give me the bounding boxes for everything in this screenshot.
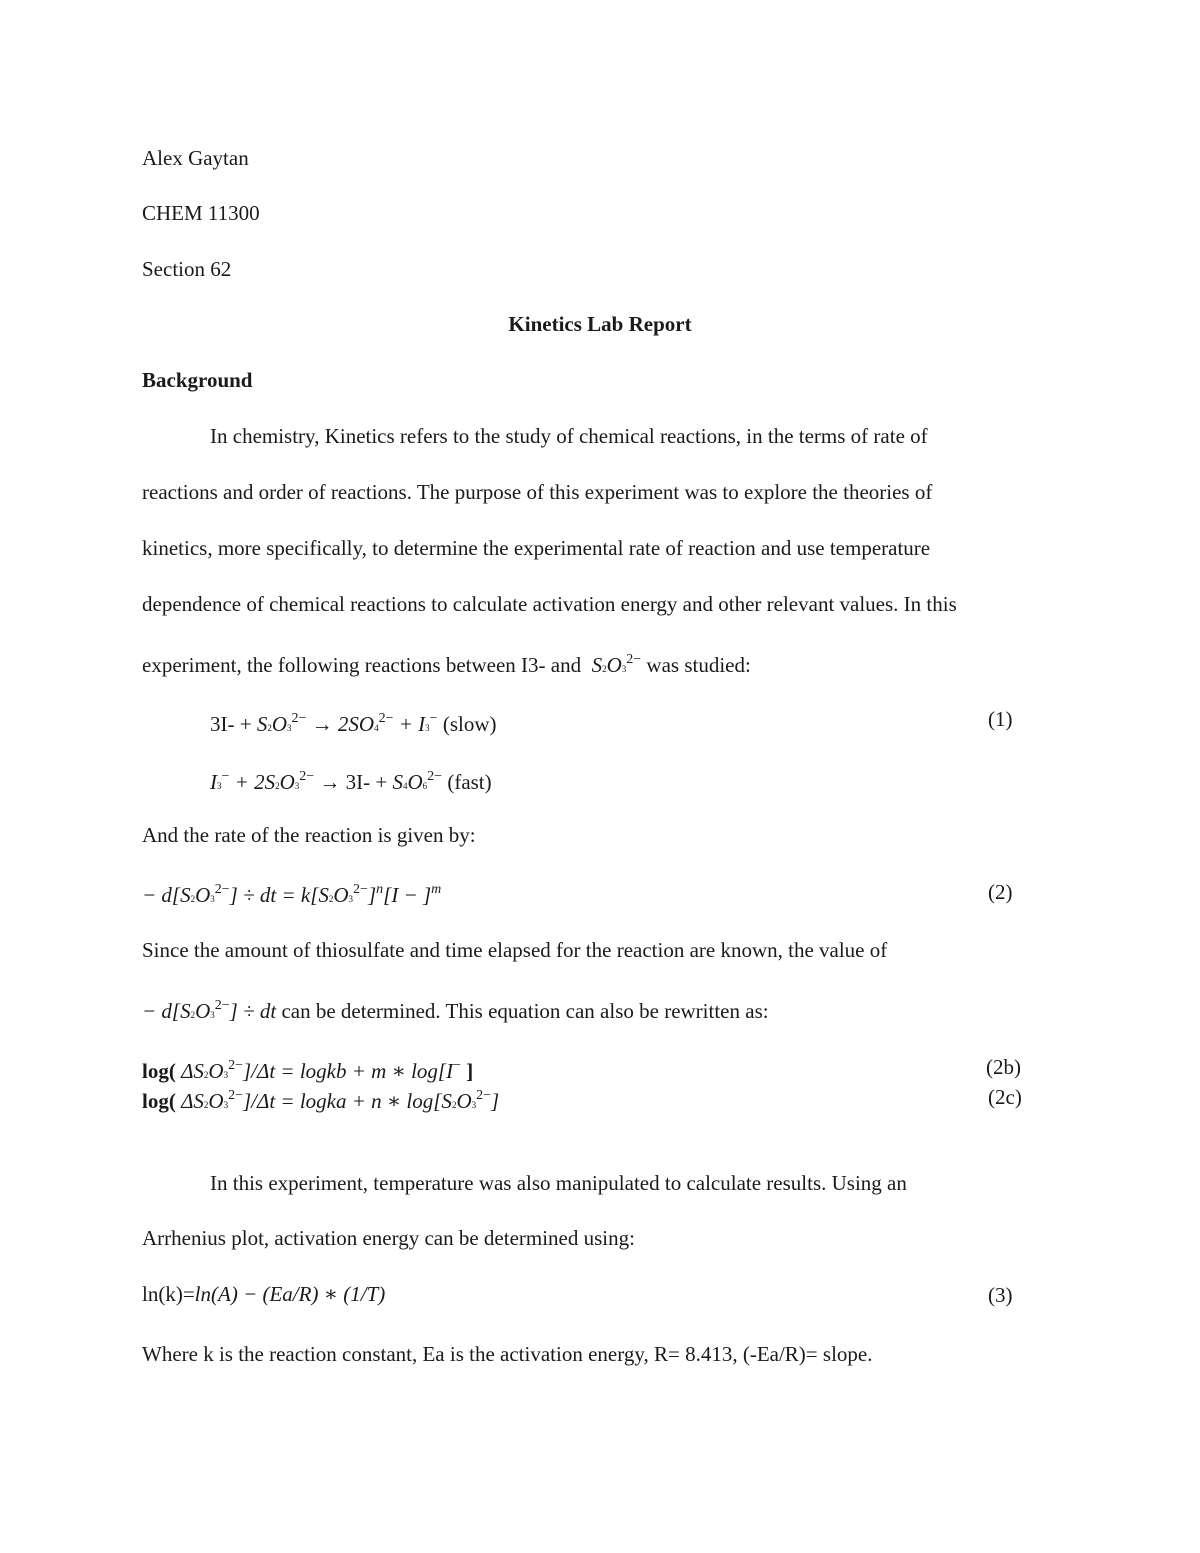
log-label: log( [142,1089,176,1113]
paragraph-text: was studied: [646,653,751,677]
paragraph-line: kinetics, more specifically, to determine the experimental rate of reaction and use temperature [142,536,931,560]
equation-number: (1) [988,707,1013,731]
reaction-rate-note: (slow) [442,712,497,736]
paragraph-line: dependence of chemical reactions to calculate activation energy and other relevant values. In this [142,592,957,616]
equation-formula: $\Delta S2O3^{2-}]/\Delta t$ = logka + n ∗ $\log[S2O3^{2-}]$ [175,1088,500,1113]
paragraph-line: Where k is the reaction constant, Ea is the activation energy, R= 8.413, (-Ea/R)= slope. [142,1342,873,1366]
report-title: Kinetics Lab Report [508,312,692,336]
log-equation-2c [142,1083,499,1118]
reaction-text: 3I- + [210,712,252,736]
paragraph-text: can be determined. This equation can also be rewritten as: [281,999,769,1023]
reaction-text: 3I- + [345,770,388,794]
reaction-equation-2 [210,764,492,799]
author-name: Alex Gaytan [142,146,249,170]
formula-rate-expression: − $d[S2O3^{2-}]$ ÷ dt [142,998,277,1023]
paragraph-line: reactions and order of reactions. The purpose of this experiment was to explore the theories of [142,480,933,504]
equation-formula: $\Delta S2O3^{2-}]/\Delta t$ = logkb + m ∗ log[I− ] [175,1058,474,1083]
reaction-formula: $I3^- + 2S2O3^{2-}$ → [210,769,346,794]
reaction-rate-note: (fast) [447,770,492,794]
equation-number: (2) [988,880,1013,904]
equation-number: (2c) [988,1085,1022,1109]
paragraph-line: In this experiment, temperature was also manipulated to calculate results. Using an [210,1171,907,1195]
paragraph-line-with-formula [142,993,769,1028]
arrhenius-equation [142,1281,385,1307]
formula-thiosulfate: $S2O3^{2-}$ [586,652,642,677]
paragraph-line-with-formula [142,647,751,682]
paragraph-text: experiment, the following reactions between I3- and [142,653,582,677]
rate-law-equation: − $d[S2O3^{2-}]$ ÷ dt = $k[S2O3^{2-}]^n[I - ]^m$ [142,882,442,907]
paragraph-line: In chemistry, Kinetics refers to the study of chemical reactions, in the terms of rate of [210,424,928,448]
paragraph-line: Since the amount of thiosulfate and time elapsed for the reaction are known, the value of [142,938,888,962]
section-heading-background: Background [142,368,253,392]
section-number: Section 62 [142,257,232,281]
log-label: log( [142,1059,176,1083]
paragraph-line: And the rate of the reaction is given by: [142,823,476,847]
reaction-equation-1 [210,706,497,741]
equation-formula: ln(A) − (Ea/R) ∗ (1/T) [194,1282,386,1306]
equation-number: (2b) [986,1055,1021,1079]
equation-number: (3) [988,1283,1013,1307]
reaction-formula: $S4O6^{2-}$ [392,769,443,794]
reaction-formula: $S2O3^{2-} \to 2SO4^{2-} + I3^-$ [256,711,438,736]
equation-lead: ln(k)= [142,1282,195,1306]
paragraph-line: Arrhenius plot, activation energy can be determined using: [142,1226,635,1250]
course-code: CHEM 11300 [142,201,260,225]
